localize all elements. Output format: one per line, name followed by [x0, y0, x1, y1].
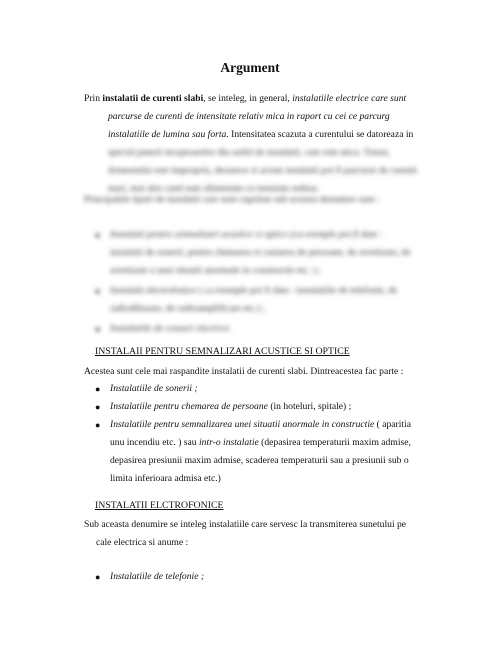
bullet-icon: ● [95, 572, 101, 582]
list-item: ● Instalatiile de ceasuri electrice. [84, 320, 428, 338]
blurred-text: special puterii receptoarelor din astfel de instalatii, care este mica. Totusi, [108, 147, 390, 158]
bullet-icon: ● [95, 402, 101, 412]
list-item: ● Instalatiile pentru semnalizarea unei situatii anormale in constructie ( aparitia unu incendiu etc. ) sau intr-o instalatie (depasirea temperaturii maxim admise, depasirea presiunii maxim admise, scaderea temperaturii sau a presiunii sub o limita inferioara admisa etc.) [84, 416, 428, 488]
list-item: ● Instalatiile de telefonie ; [84, 568, 428, 586]
bold-term: instalatii de curenti slabi [102, 93, 204, 104]
section1-list [84, 380, 428, 488]
list-item: ● Instalatii pentru semnalizari acustice si optice (ca exemple pot fi date : instalatii de sonerii, pentru chemarea si cautarea de persoane, de avertizare, de avertizare a unei situatii anormale in constructie etc. ) ; [84, 226, 428, 280]
bullet-icon: ● [95, 230, 101, 240]
section-heading-electrofonice: INSTALATII ELCTROFONICE [95, 500, 224, 511]
list-item: ● Instalatiile pentru chemarea de persoane (in hoteluri, spitale) ; [84, 398, 428, 416]
blurred-text: domeniului este impropriu, deoarece si aceste instalatii pot fi parcurse de curenti [108, 165, 418, 176]
blurred-list [84, 226, 428, 338]
list-item: ● Instalatii electrofonice ( ca exemple pot fi date : instalatiile de telefonie, de radiodifuzare, de radioamplificare etc.) ; [84, 282, 428, 318]
blurred-lead: Principalele tipuri de instalatii care sunt cuprinse sub aceasta denumire sunt : [84, 194, 380, 205]
list-item: ● Instalatiile de sonerii ; [84, 380, 428, 398]
bullet-icon: ● [95, 384, 101, 394]
bullet-icon: ● [95, 286, 101, 296]
blurred-text: mari, mai ales cand sunt alimentate cu tensiune redusa. [108, 183, 319, 194]
section-heading-semnalizari: INSTALAII PENTRU SEMNALIZARI ACUSTICE SI OPTICE [95, 346, 350, 357]
section-intro: Acestea sunt cele mai raspandite instalatii de curenti slabi. Dintreacestea fac parte : [84, 366, 404, 377]
page-title: Argument [220, 60, 280, 75]
bullet-icon: ● [95, 420, 101, 430]
section2-list [84, 568, 428, 586]
section-intro: Sub aceasta denumire se inteleg instalatiile care servesc la transmiterea sunetului pe cale electrica si anume : [84, 519, 407, 548]
bullet-icon: ● [95, 324, 101, 334]
intro-paragraph: Prin instalatii de curenti slabi, se inteleg, in general, instalatiile electrice care sunt parcurse de curenti de intensitate relativ mica in raport cu cei ce parcurg instalatiile de lumina sau forta. Intensitatea scazuta a curentului se datoreaza in special puterii receptoarelor din astfel de instalatii, care este mica. Totusi, domeniului este impropriu, deoarece si aceste instalatii pot fi parcurse de curenti mari, mai ales cand sunt alimentate cu tensiune redusa. [84, 90, 428, 198]
